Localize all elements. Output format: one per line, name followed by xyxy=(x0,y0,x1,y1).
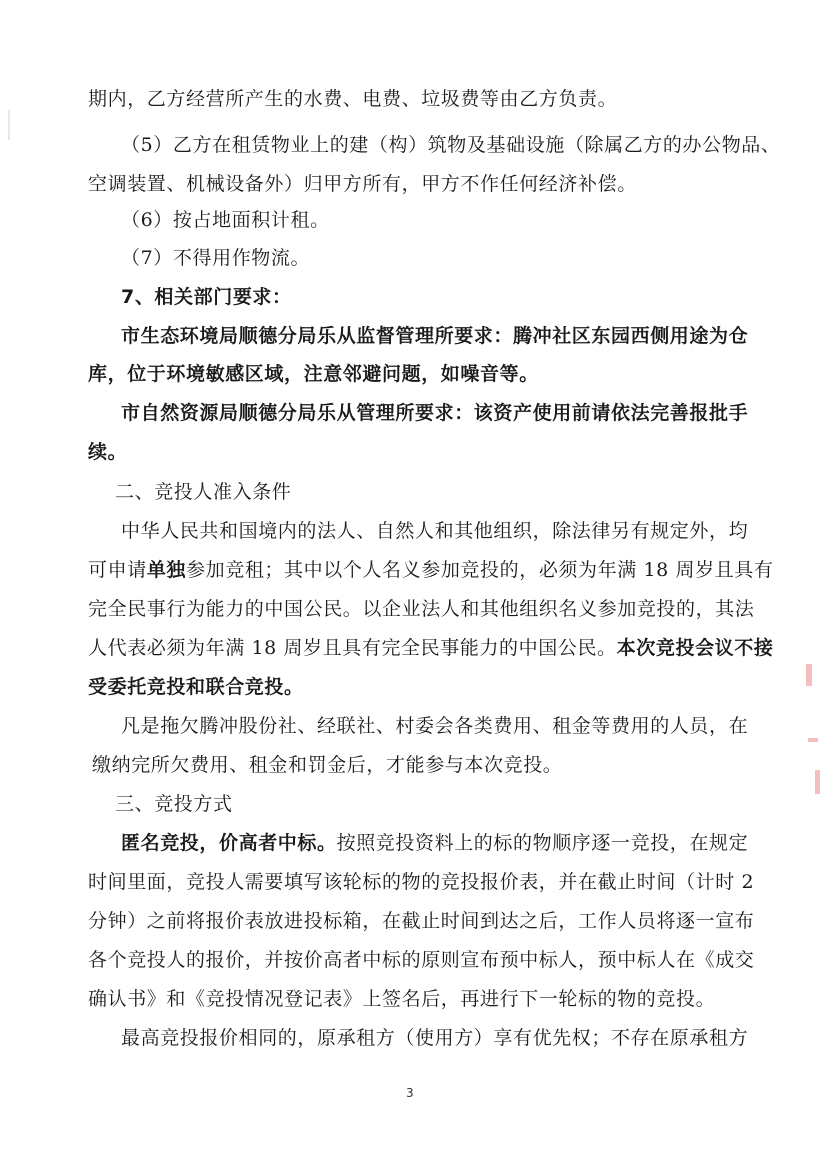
paragraph-line xyxy=(88,558,773,582)
paragraph-line: 库，位于环境敏感区域，注意邻避问题，如噪音等。 xyxy=(88,363,539,385)
paragraph-line: 受委托竞投和联合竞投。 xyxy=(88,676,304,698)
scan-artifact xyxy=(806,664,812,686)
section-heading: 二、竞投人准入条件 xyxy=(115,481,292,503)
text-span: 参加竞租；其中以个人名义参加竞投的，必须为年满 18 周岁且具有 xyxy=(186,559,774,581)
emphasis-text: 单独 xyxy=(146,559,187,581)
paragraph-line: 缴纳完所欠费用、租金和罚金后，才能参与本次竞投。 xyxy=(92,754,563,776)
paragraph-line: 最高竞投报价相同的，原承租方（使用方）享有优先权；不存在原承租方 xyxy=(121,1027,749,1049)
emphasis-text: 匿名竞投，价高者中标。 xyxy=(121,832,337,854)
paragraph-line: 期内，乙方经营所产生的水费、电费、垃圾费等由乙方负责。 xyxy=(88,88,618,110)
paragraph-line: 中华人民共和国境内的法人、自然人和其他组织，除法律另有规定外，均 xyxy=(121,520,749,542)
paragraph-line: 确认书》和《竞投情况登记表》上签名后，再进行下一轮标的物的竞投。 xyxy=(88,988,716,1010)
scan-artifact xyxy=(808,738,818,742)
paragraph-line: 各个竞投人的报价，并按价高者中标的原则宣布预中标人，预中标人在《成交 xyxy=(88,949,755,971)
paragraph-line xyxy=(88,636,773,660)
section-heading: 三、竞投方式 xyxy=(115,793,233,815)
list-item: （7）不得用作物流。 xyxy=(121,247,311,269)
paragraph-line: 续。 xyxy=(88,441,128,463)
text-span: 按照竞投资料上的标的物顺序逐一竞投，在规定 xyxy=(336,832,749,854)
paragraph-line: （5）乙方在租赁物业上的建（构）筑物及基础设施（除属乙方的办公物品、 xyxy=(121,134,781,156)
page-number: 3 xyxy=(406,1086,414,1100)
scan-artifact xyxy=(815,770,820,794)
paragraph-line: 完全民事行为能力的中国公民。以企业法人和其他组织名义参加竞投的，其法 xyxy=(88,598,755,620)
paragraph-line: 市自然资源局顺德分局乐从管理所要求：该资产使用前请依法完善报批手 xyxy=(121,402,749,424)
text-span: 人代表必须为年满 18 周岁且具有完全民事能力的中国公民。 xyxy=(88,637,617,659)
paragraph-line: 时间里面，竞投人需要填写该轮标的物的竞投报价表，并在截止时间（计时 2 xyxy=(88,871,755,893)
section-heading: 7、相关部门要求： xyxy=(121,286,292,308)
paragraph-line: 凡是拖欠腾冲股份社、经联社、村委会各类费用、租金等费用的人员，在 xyxy=(121,715,749,737)
paragraph-line: 分钟）之前将报价表放进投标箱，在截止时间到达之后，工作人员将逐一宣布 xyxy=(88,910,755,932)
paragraph-line: 市生态环境局顺德分局乐从监督管理所要求：腾冲社区东园西侧用途为仓 xyxy=(121,325,749,347)
text-span: 可申请 xyxy=(88,559,147,581)
paragraph-line xyxy=(121,831,748,855)
list-item: （6）按占地面积计租。 xyxy=(121,209,330,231)
paragraph-line: 空调装置、机械设备外）归甲方所有，甲方不作任何经济补偿。 xyxy=(88,173,637,195)
emphasis-text: 本次竞投会议不接 xyxy=(616,637,774,659)
scan-artifact xyxy=(8,110,10,140)
